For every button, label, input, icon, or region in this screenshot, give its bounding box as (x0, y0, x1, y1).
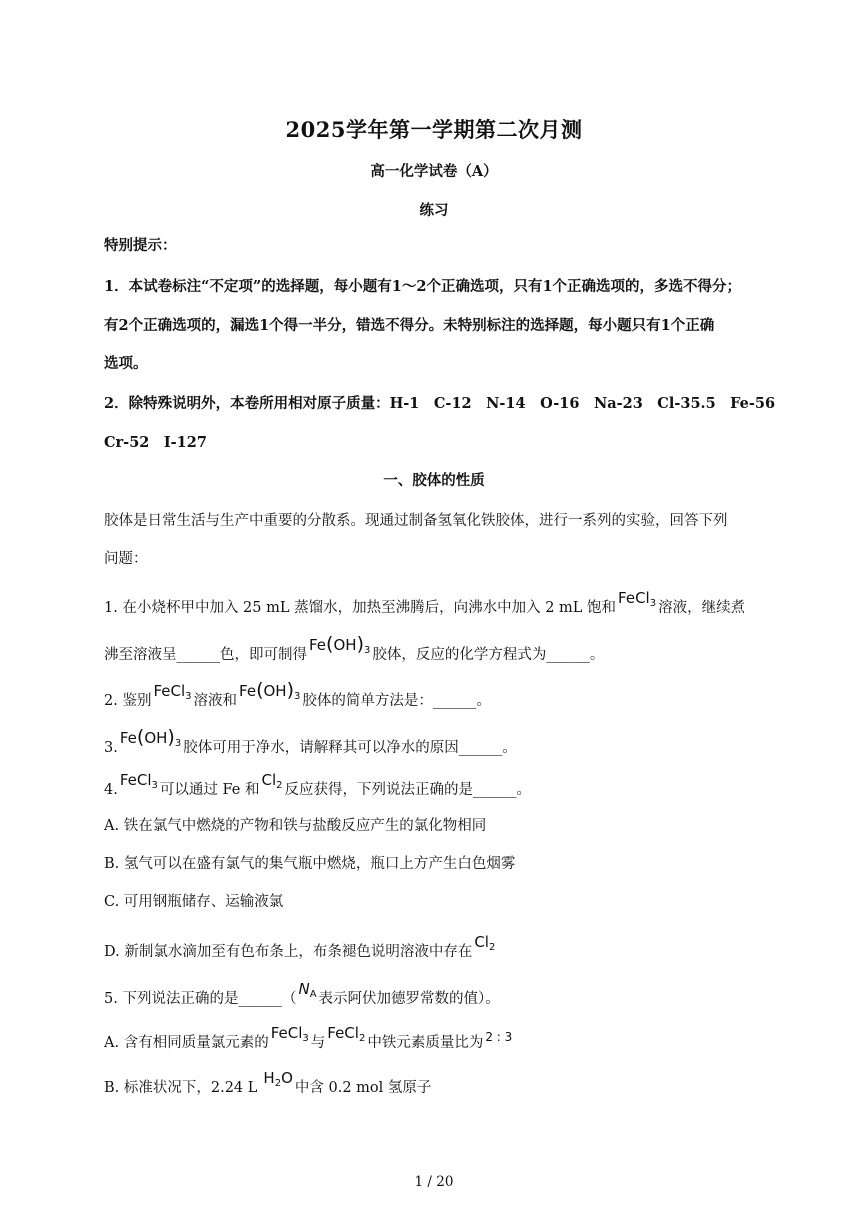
practice-label: 练习 (419, 202, 449, 219)
formula-fecl3: FeCl$_3$ (153, 682, 192, 702)
question-3 (104, 726, 784, 763)
formula-feoh3: $Fe(OH)_3$ (119, 726, 182, 749)
q2-text-c: 胶体的简单方法是：______。 (302, 693, 491, 709)
q5-option-a-text-1: A. 含有相同质量氯元素的 (104, 1035, 269, 1051)
formula-fecl3: FeCl$_3$ (618, 589, 657, 609)
question-4-option-d (104, 933, 784, 967)
question-2 (104, 679, 784, 716)
exam-title: 2025学年第一学期第二次月测 (285, 117, 583, 142)
ratio-value: 2 : 3 (485, 1030, 513, 1044)
q4-text-c: 反应获得，下列说法正确的是______。 (284, 782, 532, 798)
section-title: 一、胶体的性质 (383, 472, 485, 489)
formula-fecl2: FeCl$_2$ (327, 1024, 366, 1044)
formula-feoh3: $Fe(OH)_3$ (239, 679, 301, 702)
formula-fecl3: FeCl$_3$ (119, 771, 158, 791)
question-1-line-1 (104, 589, 784, 623)
notice-item-1-line-3: 选项。 (104, 355, 148, 372)
formula-cl2: $Cl_2$ (474, 933, 496, 953)
notice-item-1-line-1: 1．本试卷标注“不定项”的选择题，每小题有1～2个正确选项，只有1个正确选项的，多选不得分； (104, 278, 742, 295)
q5-option-b-text-1: B. 标准状况下，2.24 L (104, 1080, 258, 1096)
question-1-line-2 (104, 633, 784, 670)
q3-text-b: 胶体可用于净水，请解释其可以净水的原因______。 (183, 740, 517, 756)
q4-text-b: 可以通过 Fe 和 (159, 782, 260, 798)
q1-text-b: 溶液，继续煮 (658, 600, 746, 616)
notice-heading: 特别提示： (104, 237, 177, 254)
notice-item-2-line-1: 2．除特殊说明外，本卷所用相对原子质量：H-1 C-12 N-14 O-16 Na-23 Cl-35.5 Fe-56 (104, 395, 776, 412)
question-5-option-b (104, 1069, 784, 1103)
q1-text-d: 胶体，反应的化学方程式为______。 (372, 647, 605, 663)
q5-option-a-text-3: 中铁元素质量比为 (367, 1035, 484, 1051)
exam-subtitle: 高一化学试卷（A） (370, 163, 498, 180)
question-4 (104, 771, 784, 805)
formula-feoh3: $Fe(OH)_3$ (309, 633, 371, 656)
page-number: 1 / 20 (414, 1174, 454, 1190)
q2-text-b: 溶液和 (193, 693, 238, 709)
question-4-option-b: B. 氢气可以在盛有氯气的集气瓶中燃烧，瓶口上方产生白色烟雾 (104, 856, 516, 872)
q5-option-b-text-2: 中含 0.2 mol 氢原子 (294, 1080, 432, 1096)
q5-text-a: 5. 下列说法正确的是______（ (104, 991, 297, 1007)
question-4-option-a: A. 铁在氯气中燃烧的产物和铁与盐酸反应产生的氯化物相同 (104, 818, 487, 834)
section-intro-line-2: 问题： (104, 551, 148, 567)
q4-text-a: 4. (104, 782, 118, 798)
question-5-option-a (104, 1024, 784, 1058)
q5-option-a-text-2: 与 (310, 1035, 326, 1051)
q1-text-c: 沸至溶液呈______色，即可制得 (104, 647, 307, 663)
notice-item-1-line-2: 有2个正确选项的，漏选1个得一半分，错选不得分。未特别标注的选择题，每小题只有1个正确 (104, 317, 715, 334)
q1-text-a: 1. 在小烧杯甲中加入 25 mL 蒸馏水，加热至沸腾后，向沸水中加入 2 mL 饱和 (104, 600, 617, 616)
q3-text-a: 3. (104, 740, 118, 756)
q4-option-d-text: D. 新制氯水滴加至有色布条上，布条褪色说明溶液中存在 (104, 944, 473, 960)
question-5 (104, 980, 784, 1014)
formula-cl2: $Cl_2$ (261, 771, 283, 791)
formula-avogadro: $N_A$ (298, 980, 317, 1000)
q2-text-a: 2. 鉴别 (104, 693, 152, 709)
question-4-option-c: C. 可用钢瓶储存、运输液氯 (104, 894, 284, 910)
formula-fecl3: FeCl$_3$ (270, 1024, 309, 1044)
formula-h2o: $H_2O$ (263, 1069, 293, 1089)
notice-item-2-line-2: Cr-52 I-127 (104, 434, 207, 451)
q5-text-b: 表示阿伏加德罗常数的值）。 (318, 991, 500, 1007)
section-intro-line-1: 胶体是日常生活与生产中重要的分散系。现通过制备氢氧化铁胶体，进行一系列的实验，回答下列 (104, 513, 728, 529)
